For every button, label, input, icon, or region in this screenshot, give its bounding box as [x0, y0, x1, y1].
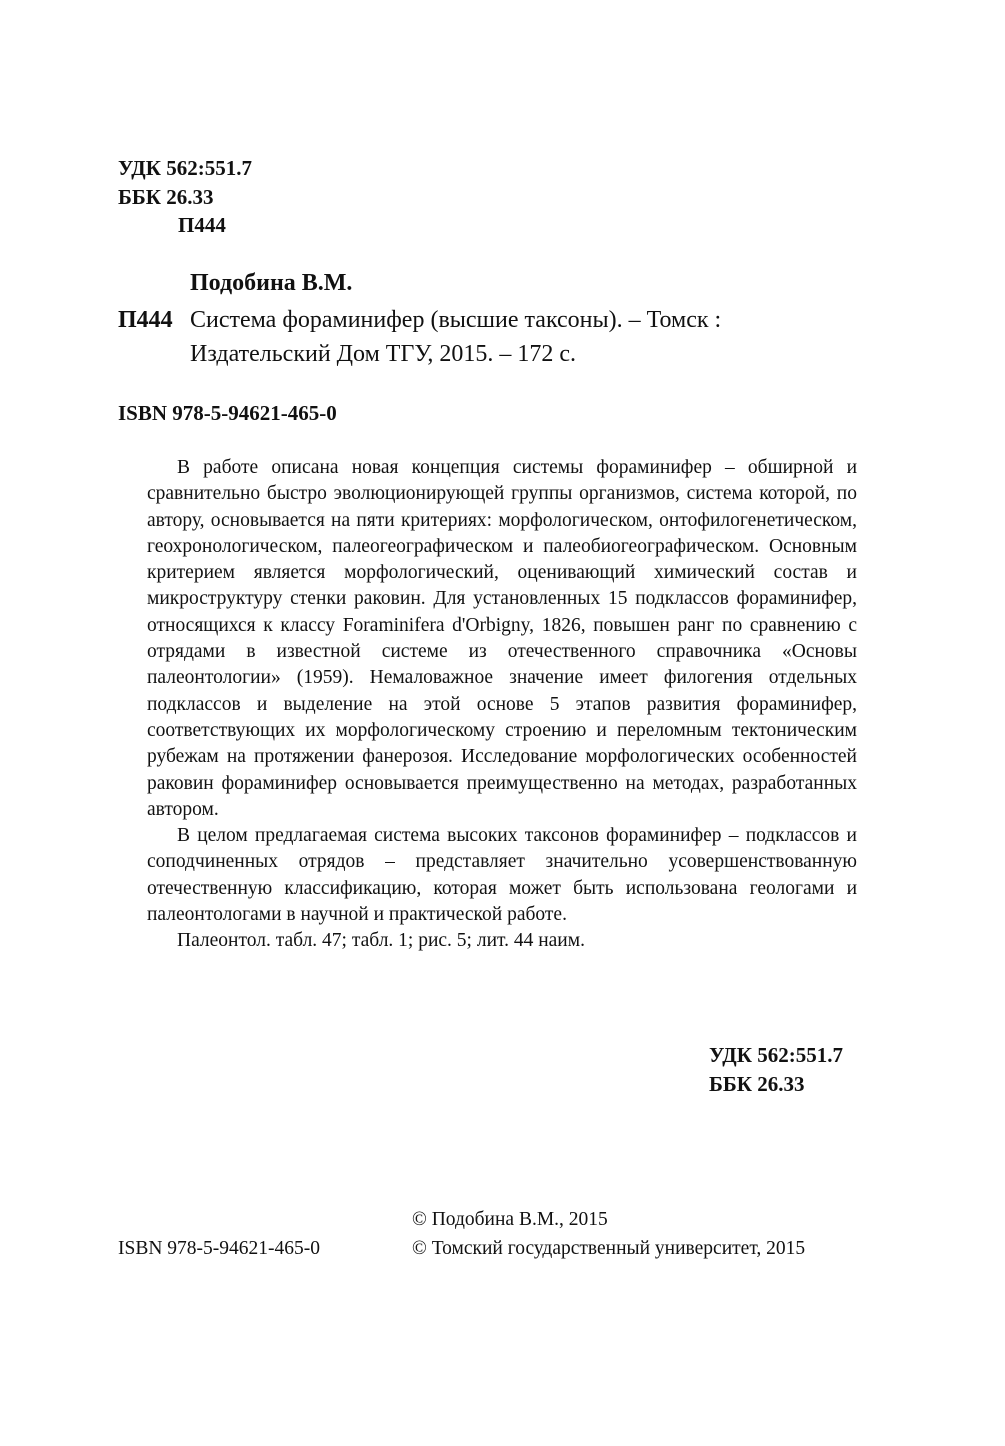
copyright-university: © Томский государственный университет, 2015 — [412, 1238, 806, 1259]
abstract-paragraph: В целом предлагаемая система высоких таксонов фораминифер – подклассов и соподчиненных отрядов – представляет значительно усовершенствованную отечественную классификацию, которая может быть использована геологами и палеонтологами в научной и практической работе. — [147, 825, 857, 926]
abstract-paragraph: Палеонтол. табл. 47; табл. 1; рис. 5; лит. 44 наим. — [177, 930, 585, 952]
bbk-code-final: ББК 26.33 — [709, 1072, 805, 1096]
abstract-paragraph: В работе описана новая концепция системы фораминифер – обширной и сравнительно быстро эволюционирующей группы организмов, система которой, по автору, основывается на пяти критериях: морфологическом, онтофилогенетическом, геохронологическом, палеогеографическом и палеобиогеографическом. Основным критерием является морфологический, оценивающий химический состав и микроструктуру стенки раковин. Для установленных 15 подклассов фораминифер, относящихся к классу Foraminifera d'Orbigny, 1826, повышен ранг по сравнению с отрядами в известной системе из отечественного справочника «Основы палеонтологии» (1959). Немаловажное значение имеет филогения отдельных подклассов и выделение на этой основе 5 этапов развития фораминифер, соответствующих их морфологическому строению и переломным тектоническим рубежам на протяжении фанерозоя. Исследование морфологических особенностей раковин фораминифер основывается преимущественно на методах, разработанных автором. — [147, 457, 857, 820]
copyright-author: © Подобина В.М., 2015 — [412, 1209, 608, 1230]
isbn-number: ISBN 978-5-94621-465-0 — [118, 401, 337, 425]
udk-code-final: УДК 562:551.7 — [709, 1043, 843, 1067]
abstract — [147, 455, 857, 955]
author-name: Подобина В.М. — [190, 270, 353, 296]
udk-code: УДК 562:551.7 — [118, 156, 252, 180]
bibliography-sign: П444 — [118, 307, 173, 333]
book-title-line1: Система фораминифер (высшие таксоны). – Томск : — [190, 307, 722, 333]
author-sign: П444 — [178, 213, 226, 237]
book-title-line2: Издательский Дом ТГУ, 2015. – 172 с. — [190, 341, 577, 367]
isbn-bottom: ISBN 978-5-94621-465-0 — [118, 1238, 321, 1259]
bbk-code: ББК 26.33 — [118, 185, 214, 209]
